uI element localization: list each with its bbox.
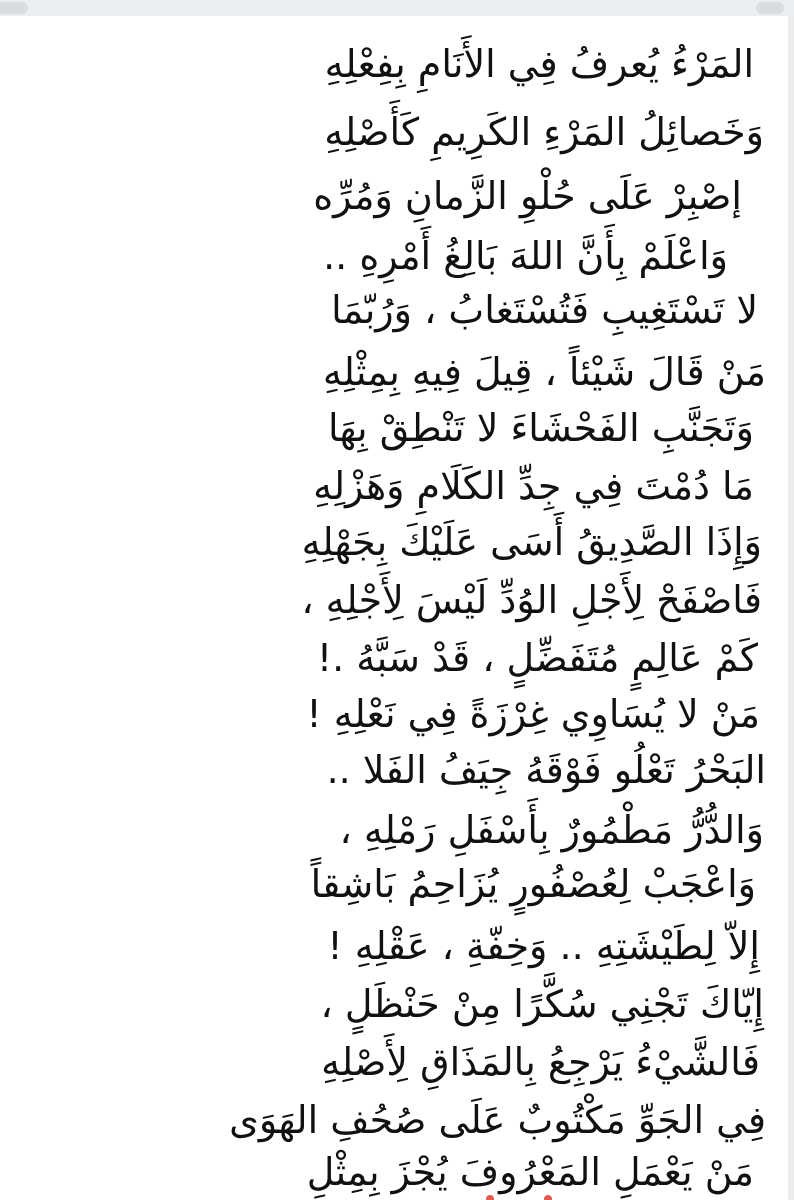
scroll-tab-left <box>0 2 28 14</box>
poem-line: وَتَجَنَّبِ الفَحْشَاءَ لا تَنْطِقْ بِهَا <box>327 406 754 450</box>
poem-line: وَالدُّرُّ مَطْمُورٌ بِأَسْفَلِ رَمْلِهِ ، <box>339 808 764 852</box>
poem-line: فَالشَّيْءُ يَرْجِعُ بِالمَذَاقِ لِأَصْلِهِ <box>321 1040 760 1084</box>
poem-line: فِي الجَوِّ مَكْتُوبٌ عَلَى صُحُفِ الهَوَى <box>229 1098 766 1142</box>
poem-line: لا تَسْتَغِيبِ فَتُسْتَغابُ ، وَرُبّمَا <box>331 288 758 332</box>
reaction-dot <box>544 1195 552 1200</box>
message-bubble <box>0 16 794 1200</box>
poem-line: إِلاّ لِطَيْشَتِهِ .. وَخِفّةِ ، عَقْلِهِ ! <box>327 924 760 968</box>
poem-line: كَمْ عَالِمٍ مُتَفَضِّلٍ ، قَدْ سَبَّهُ .! <box>316 636 758 680</box>
poem-line: مَنْ يَعْمَلِ المَعْرُوفَ يُجْزَ بِمِثْلِ <box>306 1150 754 1194</box>
poem-line: إِيّاكَ تَجْنِي سُكَّرًا مِنْ حَنْظَلٍ ، <box>320 982 764 1026</box>
poem-line: مَا دُمْتَ فِي جِدِّ الكَلَامِ وَهَزْلِهِ <box>313 464 754 508</box>
poem-line: البَحْرُ تَعْلُو فَوْقَهُ جِيَفُ الفَلا .. <box>326 748 766 792</box>
scroll-tab-right <box>756 2 784 14</box>
reaction-edge <box>486 1194 556 1200</box>
poem-line: مَنْ لا يُسَاوِي غِرْزَةً فِي نَعْلِهِ ! <box>306 692 760 736</box>
poem-line: فَاصْفَحْ لِأَجْلِ الوُدِّ لَيْسَ لِأَجْلِهِ ، <box>301 578 762 622</box>
bubble-edge <box>788 16 794 1200</box>
poem-line: المَرْءُ يُعرفُ فِي الأَنَامِ بِفِعْلِهِ <box>324 42 754 86</box>
poem-line: وَاعْلَمْ بِأَنَّ اللهَ بَالِغُ أَمْرِهِ .. <box>323 234 728 278</box>
poem-line: مَنْ قَالَ شَيْئاً ، قِيلَ فِيهِ بِمِثْلِهِ <box>322 350 766 394</box>
poem-line: وَخَصائِلُ المَرْءِ الكَرِيمِ كَأَصْلِهِ <box>324 110 764 154</box>
poem-line: إصْبِرْ عَلَى حُلْوِ الزَّمانِ وَمُرِّه <box>313 174 742 218</box>
reaction-dot <box>486 1195 494 1200</box>
poem-line: وَإِذَا الصَّدِيقُ أَسَى عَلَيْكَ بِجَهْلِهِ <box>301 520 762 564</box>
top-bar <box>0 0 794 16</box>
poem-line: وَاعْجَبْ لِعُصْفُورٍ يُزَاحِمُ بَاشِقاً <box>310 862 756 906</box>
